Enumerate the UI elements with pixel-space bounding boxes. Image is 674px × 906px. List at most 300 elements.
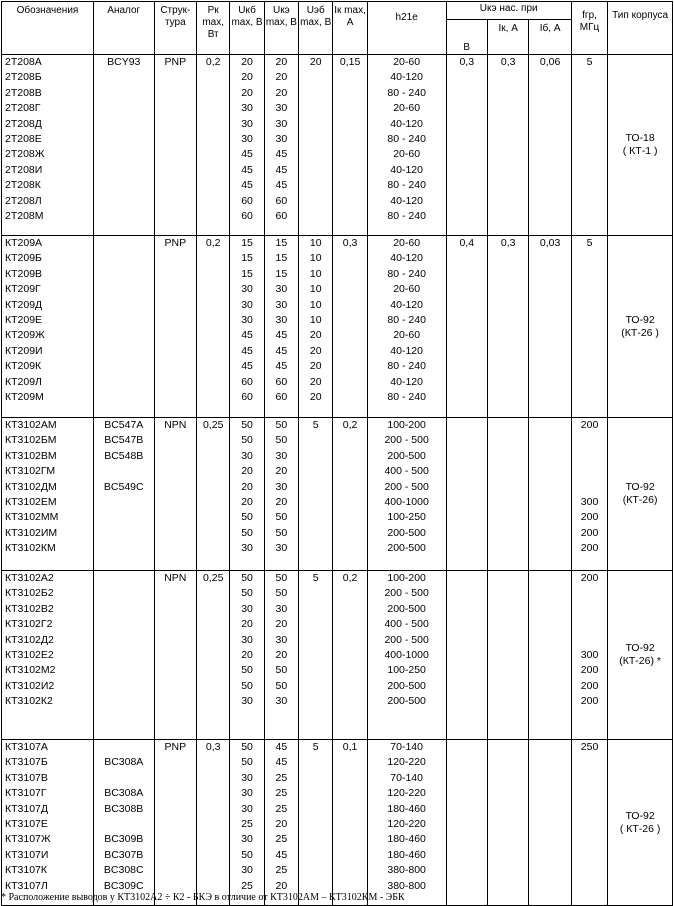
h21e-list-item: 200 - 500 <box>384 480 429 493</box>
device-names-item: КТ3107Ж <box>5 833 51 846</box>
analog-list <box>93 571 154 740</box>
sat-voltage <box>446 571 487 740</box>
structure <box>154 740 196 906</box>
uke-list-item: 45 <box>275 329 288 342</box>
uke-list-item: 45 <box>275 848 288 861</box>
structure <box>154 571 196 740</box>
uke-list-item: 20 <box>275 817 288 830</box>
sat-ib <box>529 571 571 740</box>
h21e-list-item: 40-120 <box>390 298 423 311</box>
fgr-list-item <box>572 633 607 648</box>
device-names-item: 2Т208Ж <box>5 148 45 161</box>
ukb-list-item: 30 <box>241 298 253 311</box>
uke-list-item: 15 <box>275 237 288 249</box>
uke-list-item: 20 <box>275 86 288 99</box>
ukb-list-item: 30 <box>241 695 253 708</box>
ukb-list-item: 60 <box>241 209 253 222</box>
ueb-list-item: 10 <box>309 283 322 296</box>
device-names-item: КТ3102ДМ <box>5 480 57 493</box>
ukb-list-item: 20 <box>241 86 253 99</box>
device-names-item: 2Т208И <box>5 163 43 176</box>
analog-list-item: BC309B <box>104 833 144 846</box>
ukb-list-item: 25 <box>241 817 253 830</box>
ukb-list-item: 30 <box>241 102 253 115</box>
ukb-list-item: 20 <box>241 465 253 478</box>
device-names-item: 2Т208М <box>5 209 44 222</box>
sat-ib-value: 0,06 <box>539 56 561 68</box>
device-names-item: КТ3102А2 <box>5 572 54 584</box>
footnote: * Расположение выводов у КТ3102А2 ÷ К2 - БКЭ в отличие от КТ3102АМ – КТ3102КМ - ЭБК <box>1 892 405 903</box>
h21e-list-item: 80 - 240 <box>387 209 426 222</box>
ukb-list-item: 30 <box>241 132 253 145</box>
header-analog: Аналог <box>93 2 154 55</box>
package-line: ТО-92 <box>625 313 655 326</box>
h21e-list <box>367 418 446 571</box>
analog-list-item: BC308B <box>104 802 144 815</box>
ukb-list-item: 50 <box>241 741 253 753</box>
sat-voltage <box>446 740 487 906</box>
device-names-item: КТ3102БМ <box>5 434 57 447</box>
header-sat-voltage: В <box>446 19 487 54</box>
header-fgr: fгр, МГц <box>571 2 607 55</box>
ukb-list-item: 20 <box>241 480 253 493</box>
device-names-item: 2Т208В <box>5 86 42 99</box>
pk <box>197 571 230 740</box>
ukb-list-item: 20 <box>241 56 253 68</box>
analog-list <box>93 55 154 236</box>
uke-list-item: 50 <box>275 419 288 431</box>
package-line: (КТ-26) <box>622 494 658 506</box>
sat-ib-value <box>529 418 570 433</box>
package-line: ТО-18 <box>625 132 655 144</box>
analog-list-item: BC308A <box>104 756 144 769</box>
fgr-list-item: 200 <box>580 679 599 692</box>
device-names-item: КТ3107Д <box>5 802 48 815</box>
device-names-item: КТ209К <box>5 360 42 373</box>
h21e-list-item: 40-120 <box>390 71 423 84</box>
header-ik: Iк max, А <box>333 2 367 55</box>
uke-list-item: 50 <box>275 572 288 584</box>
h21e-list-item: 400-1000 <box>384 648 429 661</box>
fgr-list-item <box>572 586 607 601</box>
uke-list-item: 45 <box>275 148 288 161</box>
ik <box>333 55 367 236</box>
ukb-list-item: 20 <box>241 618 253 631</box>
analog-list-item <box>94 464 154 479</box>
ueb-list-item: 20 <box>309 329 322 342</box>
device-names-item: КТ3102В2 <box>5 602 54 615</box>
analog-list-item: BCY93 <box>107 56 141 68</box>
uke-list-item: 30 <box>275 102 288 115</box>
ukb-list-item: 45 <box>241 163 253 176</box>
uke-list <box>264 418 298 571</box>
analog-list-item <box>94 740 154 755</box>
h21e-list <box>367 236 446 418</box>
fgr-list-item: 250 <box>580 741 599 753</box>
ik <box>333 236 367 418</box>
sat-ik <box>487 740 528 906</box>
uke-list-item: 45 <box>275 756 288 769</box>
uke-list-item: 45 <box>275 179 288 192</box>
analog-list-item: BC547A <box>104 419 144 431</box>
fgr-list-item: 200 <box>580 542 599 555</box>
h21e-list-item: 20-60 <box>393 102 421 115</box>
ukb-list-item: 20 <box>241 71 253 84</box>
ik-value: 0,3 <box>342 237 358 249</box>
sat-ib <box>529 740 571 906</box>
uke-list-item: 15 <box>275 267 288 280</box>
ukb-list-item: 30 <box>241 602 253 615</box>
structure-value: NPN <box>164 572 187 584</box>
device-names-item: КТ3102Г2 <box>5 618 53 631</box>
uke-list-item: 30 <box>275 633 288 646</box>
h21e-list-item: 100-200 <box>387 572 426 584</box>
ukb-list-item: 30 <box>241 833 253 846</box>
header-saturation-group: Uкэ нас. при <box>446 2 571 20</box>
ukb-list-item: 30 <box>241 633 253 646</box>
ukb-list <box>230 571 264 740</box>
analog-list-item <box>94 817 154 832</box>
ukb-list-item: 30 <box>241 787 253 800</box>
fgr-list-item <box>572 433 607 448</box>
ukb-list-item: 60 <box>241 375 253 388</box>
device-names-item: КТ209Е <box>5 313 43 326</box>
pk-value: 0,25 <box>202 572 224 584</box>
uke-list-item: 45 <box>275 741 288 753</box>
h21e-list-item: 40-120 <box>390 375 423 388</box>
package-line: (КТ-26) * <box>619 655 661 667</box>
analog-list <box>93 740 154 906</box>
uke-list-item: 50 <box>275 587 288 600</box>
fgr-list-item: 200 <box>580 572 599 584</box>
group-row <box>2 236 673 418</box>
h21e-list-item: 40-120 <box>390 344 423 357</box>
device-names-item: КТ3102Д2 <box>5 633 54 646</box>
h21e-list-item: 20-60 <box>393 148 421 161</box>
ukb-list-item: 30 <box>241 542 253 555</box>
uke-list-item: 20 <box>275 465 288 478</box>
ukb-list-item: 45 <box>241 148 253 161</box>
structure-value: PNP <box>164 237 187 249</box>
uke-list-item: 50 <box>275 526 288 539</box>
sat-voltage-value: 0,4 <box>459 237 475 249</box>
ukb-list-item: 30 <box>241 802 253 815</box>
ueb-list-item: 20 <box>309 344 322 357</box>
structure-value: PNP <box>164 741 187 753</box>
fgr-list-item: 200 <box>580 695 599 708</box>
ukb-list-item: 45 <box>241 179 253 192</box>
pk-value: 0,3 <box>205 741 221 753</box>
header-name: Обозначения <box>2 2 94 55</box>
analog-list-item: BC308C <box>103 864 144 877</box>
uke-list <box>264 571 298 740</box>
device-names <box>2 418 94 571</box>
ukb-list-item: 50 <box>241 572 253 584</box>
uke-list-item: 15 <box>275 252 288 265</box>
device-names-item: КТ209И <box>5 344 43 357</box>
analog-list-item: BC548B <box>104 449 144 462</box>
uke-list-item: 30 <box>275 602 288 615</box>
header-pk: Pк max, Вт <box>197 2 230 55</box>
h21e-list-item: 120-220 <box>387 817 426 830</box>
ukb-list-item: 30 <box>241 313 253 326</box>
sat-ib <box>529 418 571 571</box>
package-line: ТО-92 <box>625 642 655 654</box>
uke-list-item: 20 <box>275 56 288 68</box>
device-names-item: КТ209А <box>5 237 43 249</box>
package-line: ( КТ-1 ) <box>622 145 658 157</box>
fgr-list-item: 5 <box>586 237 593 249</box>
analog-list <box>93 418 154 571</box>
ukb-list-item: 15 <box>241 252 253 265</box>
h21e-list-item: 200-500 <box>387 602 426 615</box>
uke-list <box>264 740 298 906</box>
device-names-item: КТ3107И <box>5 848 49 861</box>
device-names-item: КТ3102К2 <box>5 695 53 708</box>
uke-list-item: 20 <box>275 648 288 661</box>
device-names-item: КТ209Д <box>5 298 43 311</box>
ueb-list <box>299 740 333 906</box>
uke-list-item: 60 <box>275 194 288 207</box>
structure <box>154 236 196 418</box>
ukb-list-item: 20 <box>241 495 253 508</box>
device-names-item: КТ3102АМ <box>5 419 57 431</box>
ukb-list-item: 30 <box>241 449 253 462</box>
h21e-list-item: 200-500 <box>387 449 426 462</box>
package-type <box>608 236 673 418</box>
sat-ik-value <box>488 740 528 755</box>
analog-list-item: BC309C <box>103 879 144 892</box>
h21e-list-item: 40-120 <box>390 252 423 265</box>
uke-list-item: 30 <box>275 298 288 311</box>
ueb-list-item: 5 <box>312 419 319 431</box>
h21e-list-item: 200 - 500 <box>384 633 429 646</box>
pk <box>197 55 230 236</box>
device-names-item: КТ3107В <box>5 771 48 784</box>
package-line: ТО-92 <box>625 481 655 493</box>
ukb-list-item: 50 <box>241 664 253 677</box>
header-package: Тип корпуса <box>608 2 673 55</box>
device-names-item: КТ3102Б2 <box>5 587 54 600</box>
ukb-list-item: 30 <box>241 117 253 130</box>
device-names-item: 2Т208К <box>5 179 41 192</box>
uke-list-item: 25 <box>275 787 288 800</box>
analog-list <box>93 236 154 418</box>
h21e-list-item: 380-800 <box>387 879 426 892</box>
device-names-item: КТ209М <box>5 390 44 403</box>
device-names <box>2 236 94 418</box>
pk-value: 0,25 <box>202 419 224 431</box>
device-names-item: КТ3107К <box>5 864 48 877</box>
h21e-list-item: 180-460 <box>387 802 426 815</box>
h21e-list <box>367 740 446 906</box>
fgr-list-item <box>572 617 607 632</box>
device-names-item: КТ3102ГМ <box>5 465 56 478</box>
structure-value: PNP <box>164 56 187 68</box>
transistor-table <box>1 1 673 906</box>
analog-list-item <box>94 771 154 786</box>
ukb-list <box>230 55 264 236</box>
ukb-list <box>230 740 264 906</box>
h21e-list-item: 20-60 <box>393 283 421 296</box>
uke-list-item: 30 <box>275 117 288 130</box>
h21e-list-item: 20-60 <box>393 329 421 342</box>
ukb-list-item: 60 <box>241 194 253 207</box>
ueb-list-item: 10 <box>309 252 322 265</box>
ueb-list <box>299 571 333 740</box>
structure-value: NPN <box>164 419 187 431</box>
group-row <box>2 571 673 740</box>
uke-list-item: 25 <box>275 833 288 846</box>
fgr-list-item <box>572 449 607 464</box>
fgr-list <box>571 55 607 236</box>
ukb-list-item: 50 <box>241 526 253 539</box>
sat-voltage <box>446 418 487 571</box>
ik-value: 0,15 <box>339 56 361 68</box>
structure <box>154 418 196 571</box>
ukb-list-item: 50 <box>241 679 253 692</box>
device-names-item: КТ209Л <box>5 375 42 388</box>
h21e-list-item: 100-250 <box>387 664 426 677</box>
pk <box>197 740 230 906</box>
h21e-list-item: 400 - 500 <box>384 618 429 631</box>
uke-list-item: 60 <box>275 375 288 388</box>
ueb-list-item: 10 <box>309 237 322 249</box>
device-names-item: 2Т208Г <box>5 102 41 115</box>
ueb-list-item: 20 <box>309 360 322 373</box>
device-names <box>2 55 94 236</box>
sat-ib <box>529 55 571 236</box>
header-ukb: Uкб max, В <box>230 2 264 55</box>
device-names-item: КТ209Б <box>5 252 42 265</box>
uke-list-item: 50 <box>275 664 288 677</box>
h21e-list-item: 80 - 240 <box>387 86 426 99</box>
h21e-list-item: 180-460 <box>387 833 426 846</box>
sat-voltage <box>446 55 487 236</box>
h21e-list-item: 80 - 240 <box>387 132 426 145</box>
device-names-item: КТ3102КМ <box>5 542 56 555</box>
analog-list-item: BC547B <box>104 434 144 447</box>
fgr-list-item: 300 <box>580 648 599 661</box>
header-uke: Uкэ max, В <box>264 2 298 55</box>
ueb-list-item: 20 <box>309 390 322 403</box>
device-names <box>2 571 94 740</box>
h21e-list-item: 70-140 <box>390 771 423 784</box>
uke-list-item: 25 <box>275 864 288 877</box>
package-line: ( КТ-26 ) <box>619 822 661 835</box>
uke-list-item: 50 <box>275 511 288 524</box>
h21e-list-item: 80 - 240 <box>387 267 426 280</box>
pk <box>197 418 230 571</box>
fgr-list-item: 200 <box>580 419 599 431</box>
h21e-list-item: 200-500 <box>387 695 426 708</box>
uke-list-item: 50 <box>275 434 288 447</box>
h21e-list-item: 70-140 <box>390 741 423 753</box>
group-row <box>2 740 673 906</box>
package-type <box>608 418 673 571</box>
uke-list-item: 30 <box>275 313 288 326</box>
ik-value: 0,1 <box>342 741 358 753</box>
ukb-list-item: 45 <box>241 344 253 357</box>
uke-list-item: 45 <box>275 344 288 357</box>
uke-list-item: 20 <box>275 71 288 84</box>
device-names-item: КТ209В <box>5 267 43 280</box>
group-row <box>2 55 673 236</box>
header-h21e: h21е <box>367 2 446 55</box>
device-names-item: КТ3102М2 <box>5 664 56 677</box>
fgr-list-item: 200 <box>580 511 599 524</box>
h21e-list-item: 80 - 240 <box>387 313 426 326</box>
ueb-list <box>299 55 333 236</box>
device-names-item: КТ3102Е2 <box>5 648 54 661</box>
pk-value: 0,2 <box>205 237 221 249</box>
uke-list-item: 30 <box>275 695 288 708</box>
package-type <box>608 571 673 740</box>
ik <box>333 571 367 740</box>
ueb-list-item: 10 <box>309 267 322 280</box>
ik <box>333 740 367 906</box>
uke-list-item: 60 <box>275 209 288 222</box>
h21e-list-item: 100-250 <box>387 511 426 524</box>
h21e-list-item: 120-220 <box>387 787 426 800</box>
fgr-list-item <box>572 464 607 479</box>
h21e-list-item: 40-120 <box>390 163 423 176</box>
ik-value: 0,2 <box>342 572 358 584</box>
ukb-list-item: 60 <box>241 390 253 403</box>
h21e-list-item: 200-500 <box>387 679 426 692</box>
group-row <box>2 418 673 571</box>
fgr-list-item: 200 <box>580 664 599 677</box>
h21e-list-item: 40-120 <box>390 117 423 130</box>
h21e-list-item: 120-220 <box>387 756 426 769</box>
h21e-list-item: 20-60 <box>393 56 421 68</box>
structure <box>154 55 196 236</box>
sat-voltage-value <box>447 571 487 586</box>
ukb-list-item: 45 <box>241 360 253 373</box>
sat-ik-value: 0,3 <box>500 237 516 249</box>
analog-list-item: BC549C <box>103 480 144 493</box>
device-names-item: КТ209Г <box>5 283 41 296</box>
ukb-list-item: 25 <box>241 879 253 892</box>
uke-list <box>264 236 298 418</box>
pk <box>197 236 230 418</box>
h21e-list-item: 80 - 240 <box>387 390 426 403</box>
device-names-item: КТ3107Б <box>5 756 48 769</box>
fgr-list-item <box>572 480 607 495</box>
h21e-list-item: 200 - 500 <box>384 587 429 600</box>
ueb-list-item: 20 <box>309 375 322 388</box>
h21e-list-item: 20-60 <box>393 237 421 249</box>
fgr-list-item: 300 <box>580 495 599 508</box>
h21e-list <box>367 55 446 236</box>
uke-list <box>264 55 298 236</box>
device-names-item: КТ209Ж <box>5 329 45 342</box>
uke-list-item: 30 <box>275 132 288 145</box>
package-type <box>608 55 673 236</box>
sat-ik-value <box>488 571 528 586</box>
ukb-list-item: 50 <box>241 511 253 524</box>
uke-list-item: 20 <box>275 879 288 892</box>
fgr-list <box>571 236 607 418</box>
h21e-list-item: 100-200 <box>387 419 426 431</box>
h21e-list-item: 40-120 <box>390 194 423 207</box>
h21e-list-item: 200-500 <box>387 526 426 539</box>
sat-voltage-value: 0,3 <box>459 56 475 68</box>
h21e-list <box>367 571 446 740</box>
ukb-list-item: 45 <box>241 329 253 342</box>
uke-list-item: 30 <box>275 283 288 296</box>
pk-value: 0,2 <box>205 56 221 68</box>
